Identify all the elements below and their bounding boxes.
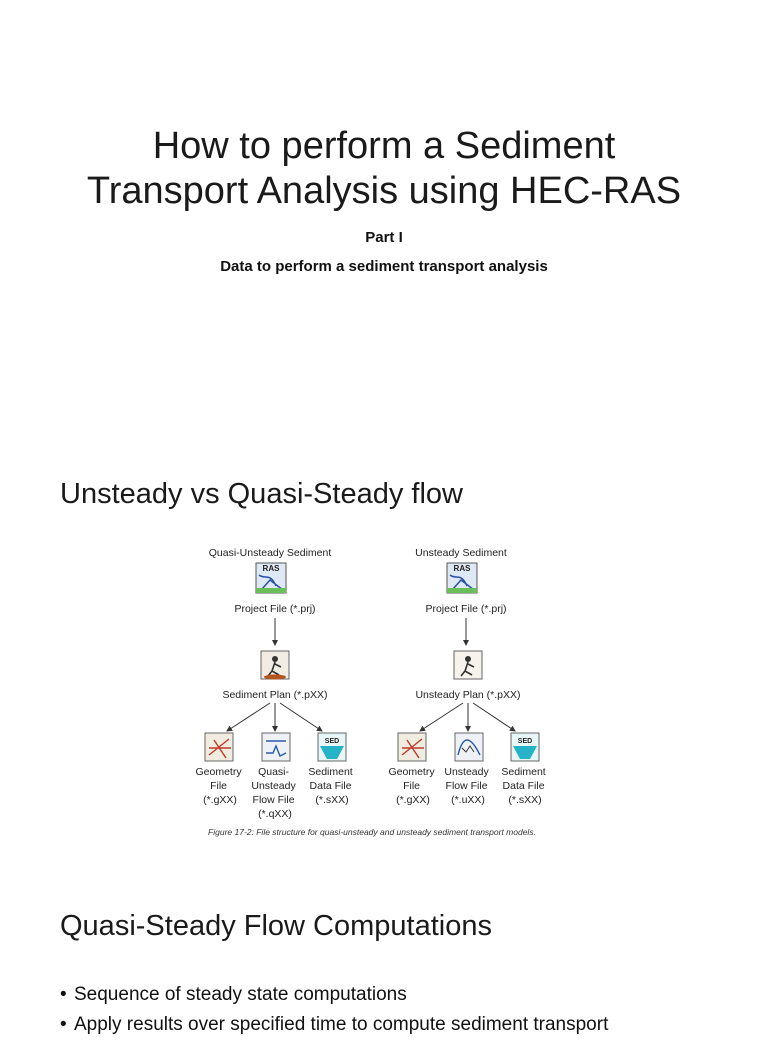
left-project-file-label: Project File (*.prj): [234, 603, 316, 615]
ras-project-icon: [256, 563, 286, 593]
right-plan-label: Unsteady Plan (*.pXX): [415, 689, 521, 701]
geometry-file-icon-right: [398, 733, 426, 761]
left-sediment-label: Sediment Data File (*.sXX): [308, 766, 353, 806]
svg-text:RAS: RAS: [262, 564, 280, 573]
right-sediment-label: Sediment Data File (*.sXX): [501, 766, 546, 806]
left-plan-label: Sediment Plan (*.pXX): [222, 689, 328, 701]
left-diagram-title: Quasi-Unsteady Sediment: [208, 547, 332, 559]
section-heading-quasi-steady: Quasi-Steady Flow Computations: [60, 910, 492, 942]
bullet-list: [60, 980, 608, 1040]
part-label: Part I: [365, 229, 403, 246]
quasi-unsteady-flow-file-icon: [262, 733, 290, 761]
slide-subtitle: Data to perform a sediment transport analysis: [220, 258, 548, 275]
sediment-data-file-icon-right: [511, 733, 539, 761]
right-diagram-title: Unsteady Sediment: [415, 547, 507, 559]
right-unsteady-flow-label: Unsteady Flow File (*.uXX): [444, 766, 489, 806]
slide-title-line2: Transport Analysis using HEC-RAS: [86, 170, 682, 212]
sediment-data-file-icon: [318, 733, 346, 761]
bullet-item: • Sequence of steady state computations: [60, 980, 608, 1010]
svg-text:SED: SED: [324, 738, 340, 745]
bullet-item: • Apply results over specified time to compute sediment transport: [60, 1010, 608, 1040]
svg-text:RAS: RAS: [453, 564, 471, 573]
svg-text:SED: SED: [517, 738, 533, 745]
left-geometry-label: Geometry File (*.gXX): [195, 766, 242, 806]
ras-project-icon-right: [447, 563, 477, 593]
unsteady-plan-icon: [454, 651, 482, 679]
figure-caption: Figure 17-2: File structure for quasi-unsteady and unsteady sediment transport models.: [208, 827, 536, 837]
left-quasi-flow-label: Quasi- Unsteady Flow File (*.qXX): [251, 766, 296, 820]
right-project-file-label: Project File (*.prj): [425, 603, 507, 615]
sediment-plan-icon: [261, 651, 289, 680]
unsteady-flow-file-icon: [455, 733, 483, 761]
geometry-file-icon: [205, 733, 233, 761]
slide-title-line1: How to perform a Sediment: [152, 125, 616, 167]
section-heading-unsteady: Unsteady vs Quasi-Steady flow: [60, 478, 463, 510]
right-geometry-label: Geometry File (*.gXX): [388, 766, 435, 806]
